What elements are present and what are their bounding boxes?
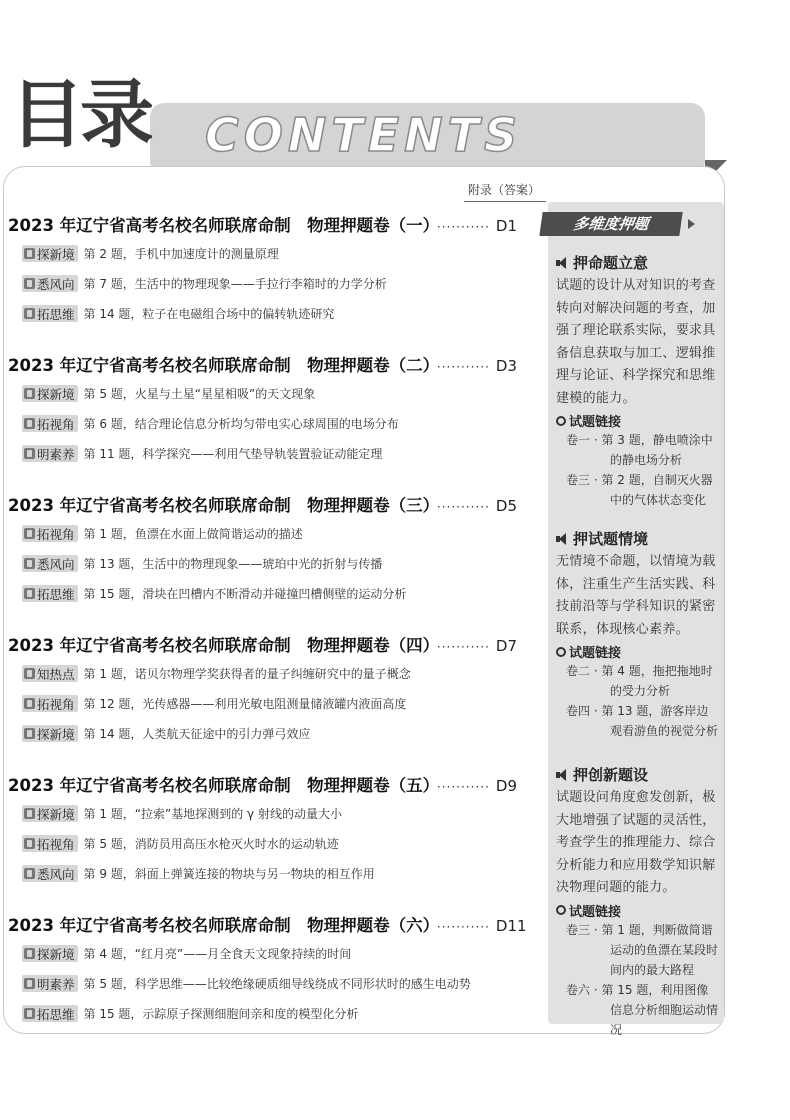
- section-description: 试题设问角度愈发创新，极大地增强了试题的灵活性，考查学生的推理能力、综合分析能力和应用数学知识解决物理问题的能力。: [556, 790, 716, 895]
- list-item: [22, 445, 382, 462]
- badge-label: 悉风向: [37, 556, 75, 572]
- list-item: [22, 415, 399, 432]
- badge-label: 探新境: [37, 726, 75, 742]
- badge-icon: [24, 388, 35, 399]
- list-item: [22, 865, 375, 882]
- badge-label: 探新境: [37, 946, 75, 962]
- badge-label: 探新境: [37, 386, 75, 402]
- category-badge: [22, 665, 78, 682]
- section-heading: [556, 252, 718, 273]
- badge-label: 拓思维: [37, 586, 75, 602]
- question-link[interactable]: 卷一 · 第 3 题，静电喷涂中的静电场分析: [566, 433, 713, 467]
- list-item: [22, 725, 310, 742]
- list-item: [22, 275, 387, 292]
- badge-icon: [24, 808, 35, 819]
- sidebar-section: [556, 252, 718, 510]
- volume-title[interactable]: [8, 492, 517, 516]
- item-text: 第 1 题，“拉索”基地探测到的 γ 射线的动量大小: [83, 807, 342, 821]
- link-label: 试题链接: [569, 904, 622, 920]
- badge-icon: [24, 868, 35, 879]
- list-item: [22, 695, 406, 712]
- badge-label: 拓视角: [37, 696, 75, 712]
- badge-icon: [24, 528, 35, 539]
- item-text: 第 6 题，结合理论信息分析均匀带电实心球周围的电场分布: [83, 417, 399, 431]
- list-item: [22, 305, 334, 322]
- volume-title-text: 2023 年辽宁省高考名校名师联席命制 物理押题卷（四）: [8, 636, 431, 655]
- badge-icon: [24, 948, 35, 959]
- badge-icon: [24, 668, 35, 679]
- volume-title[interactable]: [8, 912, 527, 936]
- badge-icon: [24, 448, 35, 459]
- section-heading-text: 押创新题设: [573, 766, 649, 784]
- item-text: 第 9 题，斜面上弹簧连接的物块与另一物块的相互作用: [83, 867, 375, 881]
- list-item: [22, 245, 279, 262]
- badge-icon: [24, 728, 35, 739]
- list-item: [22, 945, 351, 962]
- category-badge: [22, 275, 78, 292]
- category-badge: [22, 525, 78, 542]
- page-number: D11: [495, 917, 527, 935]
- badge-label: 探新境: [37, 246, 75, 262]
- item-text: 第 1 题，诺贝尔物理学奖获得者的量子纠缠研究中的量子概念: [83, 667, 411, 681]
- list-item: [22, 665, 411, 682]
- speaker-icon: [556, 533, 568, 545]
- category-badge: [22, 975, 78, 992]
- badge-label: 拓视角: [37, 526, 75, 542]
- item-text: 第 1 题，鱼漂在水面上做简谐运动的描述: [83, 527, 303, 541]
- item-text: 第 13 题，生活中的物理现象——琥珀中光的折射与传播: [83, 557, 383, 571]
- speaker-icon: [556, 769, 568, 781]
- item-text: 第 7 题，生活中的物理现象——手拉行李箱时的力学分析: [83, 277, 387, 291]
- badge-icon: [24, 588, 35, 599]
- item-text: 第 11 题，科学探究——利用气垫导轨装置验证动能定理: [83, 447, 383, 461]
- volume-title[interactable]: [8, 632, 517, 656]
- leader-dots: ···········: [436, 920, 490, 934]
- page-number: D7: [495, 637, 517, 655]
- question-link[interactable]: 卷三 · 第 2 题，自制灭火器中的气体状态变化: [566, 473, 713, 507]
- contents-heading: CONTENTS: [205, 108, 523, 162]
- list-item: [22, 585, 406, 602]
- sidebar-section: [556, 764, 718, 1040]
- sidebar-section: [556, 528, 718, 741]
- item-text: 第 15 题，滑块在凹槽内不断滑动并碰撞凹槽侧壁的运动分析: [83, 587, 407, 601]
- list-item: [22, 805, 342, 822]
- badge-icon: [24, 698, 35, 709]
- page-title: 目录: [10, 72, 150, 158]
- category-badge: [22, 945, 78, 962]
- item-text: 第 5 题，消防员用高压水枪灭火时水的运动轨迹: [83, 837, 339, 851]
- volume-title[interactable]: [8, 352, 517, 376]
- link-icon: [556, 647, 566, 657]
- volume-title-text: 2023 年辽宁省高考名校名师联席命制 物理押题卷（二）: [8, 356, 431, 375]
- answer-appendix-label: 附录（答案）: [468, 183, 541, 197]
- badge-label: 悉风向: [37, 866, 75, 882]
- question-link-heading: [556, 901, 718, 920]
- badge-label: 拓思维: [37, 306, 75, 322]
- page-number: D3: [495, 357, 517, 375]
- sidebar-tag-arrow-icon: [688, 219, 695, 229]
- section-heading-text: 押试题情境: [573, 530, 649, 548]
- link-icon: [556, 416, 566, 426]
- category-badge: [22, 695, 78, 712]
- category-badge: [22, 415, 78, 432]
- item-text: 第 2 题，手机中加速度计的测量原理: [83, 247, 279, 261]
- category-badge: [22, 245, 78, 262]
- item-text: 第 4 题，“红月亮”——月全食天文现象持续的时间: [83, 947, 352, 961]
- badge-icon: [24, 558, 35, 569]
- list-item: [22, 525, 303, 542]
- page-number: D5: [495, 497, 517, 515]
- category-badge: [22, 1005, 78, 1022]
- category-badge: [22, 585, 78, 602]
- badge-label: 拓视角: [37, 836, 75, 852]
- sidebar-tag: 多维度押题: [539, 212, 682, 236]
- question-link[interactable]: 卷六 · 第 15 题，利用图像信息分析细胞运动情况: [566, 982, 719, 1037]
- badge-label: 明素养: [37, 976, 75, 992]
- item-text: 第 5 题，科学思维——比较绝缘硬质细导线绕成不同形状时的感生电动势: [83, 977, 471, 991]
- page-number: D9: [495, 777, 517, 795]
- category-badge: [22, 555, 78, 572]
- list-item: [22, 835, 339, 852]
- section-heading-text: 押命题立意: [573, 254, 649, 272]
- section-heading: [556, 764, 718, 785]
- speaker-icon: [556, 257, 568, 269]
- category-badge: [22, 835, 78, 852]
- category-badge: [22, 725, 78, 742]
- leader-dots: ···········: [436, 640, 490, 654]
- category-badge: [22, 445, 78, 462]
- volume-title-text: 2023 年辽宁省高考名校名师联席命制 物理押题卷（三）: [8, 496, 431, 515]
- page-number: D1: [495, 217, 517, 235]
- item-text: 第 5 题，火星与土星“星星相吸”的天文现象: [83, 387, 316, 401]
- item-text: 第 14 题，人类航天征途中的引力弹弓效应: [83, 727, 311, 741]
- link-icon: [556, 905, 566, 915]
- question-link[interactable]: 卷四 · 第 13 题，游客岸边观看游鱼的视觉分析: [566, 704, 719, 738]
- section-description: 试题的设计从对知识的考查转向对解决问题的考查，加强了理论联系实际，要求具备信息获取与加工、逻辑推理与论证、科学探究和思维建模的能力。: [556, 278, 716, 406]
- list-item: [22, 385, 315, 402]
- category-badge: [22, 865, 78, 882]
- badge-icon: [24, 978, 35, 989]
- volume-title-text: 2023 年辽宁省高考名校名师联席命制 物理押题卷（六）: [8, 916, 431, 935]
- list-item: [22, 555, 382, 572]
- badge-icon: [24, 1008, 35, 1019]
- link-label: 试题链接: [569, 646, 622, 661]
- badge-label: 探新境: [37, 806, 75, 822]
- badge-icon: [24, 418, 35, 429]
- volume-title-text: 2023 年辽宁省高考名校名师联席命制 物理押题卷（一）: [8, 216, 431, 235]
- badge-icon: [24, 308, 35, 319]
- item-text: 第 15 题，示踪原子探测细胞间亲和度的模型化分析: [83, 1007, 359, 1021]
- badge-label: 拓视角: [37, 416, 75, 432]
- volume-title[interactable]: [8, 772, 517, 796]
- question-link-heading: [556, 642, 718, 661]
- badge-label: 明素养: [37, 446, 75, 462]
- leader-dots: ···········: [436, 360, 490, 374]
- volume-title[interactable]: [8, 212, 517, 236]
- category-badge: [22, 385, 78, 402]
- question-link[interactable]: 卷二 · 第 4 题，拖把拖地时的受力分析: [566, 664, 713, 698]
- question-link-heading: [556, 411, 718, 430]
- category-badge: [22, 805, 78, 822]
- badge-icon: [24, 278, 35, 289]
- link-label: 试题链接: [569, 415, 622, 430]
- list-item: [22, 1005, 358, 1022]
- badge-icon: [24, 838, 35, 849]
- badge-label: 拓思维: [37, 1006, 75, 1022]
- list-item: [22, 975, 471, 992]
- section-heading: [556, 528, 718, 549]
- badge-label: 悉风向: [37, 276, 75, 292]
- badge-icon: [24, 248, 35, 259]
- leader-dots: ···········: [436, 780, 490, 794]
- volume-title-text: 2023 年辽宁省高考名校名师联席命制 物理押题卷（五）: [8, 776, 431, 795]
- item-text: 第 14 题，粒子在电磁组合场中的偏转轨迹研究: [83, 307, 335, 321]
- item-text: 第 12 题，光传感器——利用光敏电阻测量储液罐内液面高度: [83, 697, 407, 711]
- section-description: 无情境不命题，以情境为载体，注重生产生活实践、科技前沿等与学科知识的紧密联系，体现核心素养。: [556, 554, 716, 637]
- leader-dots: ···········: [436, 220, 490, 234]
- category-badge: [22, 305, 78, 322]
- leader-dots: ···········: [436, 500, 490, 514]
- question-link[interactable]: 卷三 · 第 1 题，判断做简谐运动的鱼漂在某段时间内的最大路程: [566, 922, 719, 977]
- badge-label: 知热点: [37, 666, 75, 682]
